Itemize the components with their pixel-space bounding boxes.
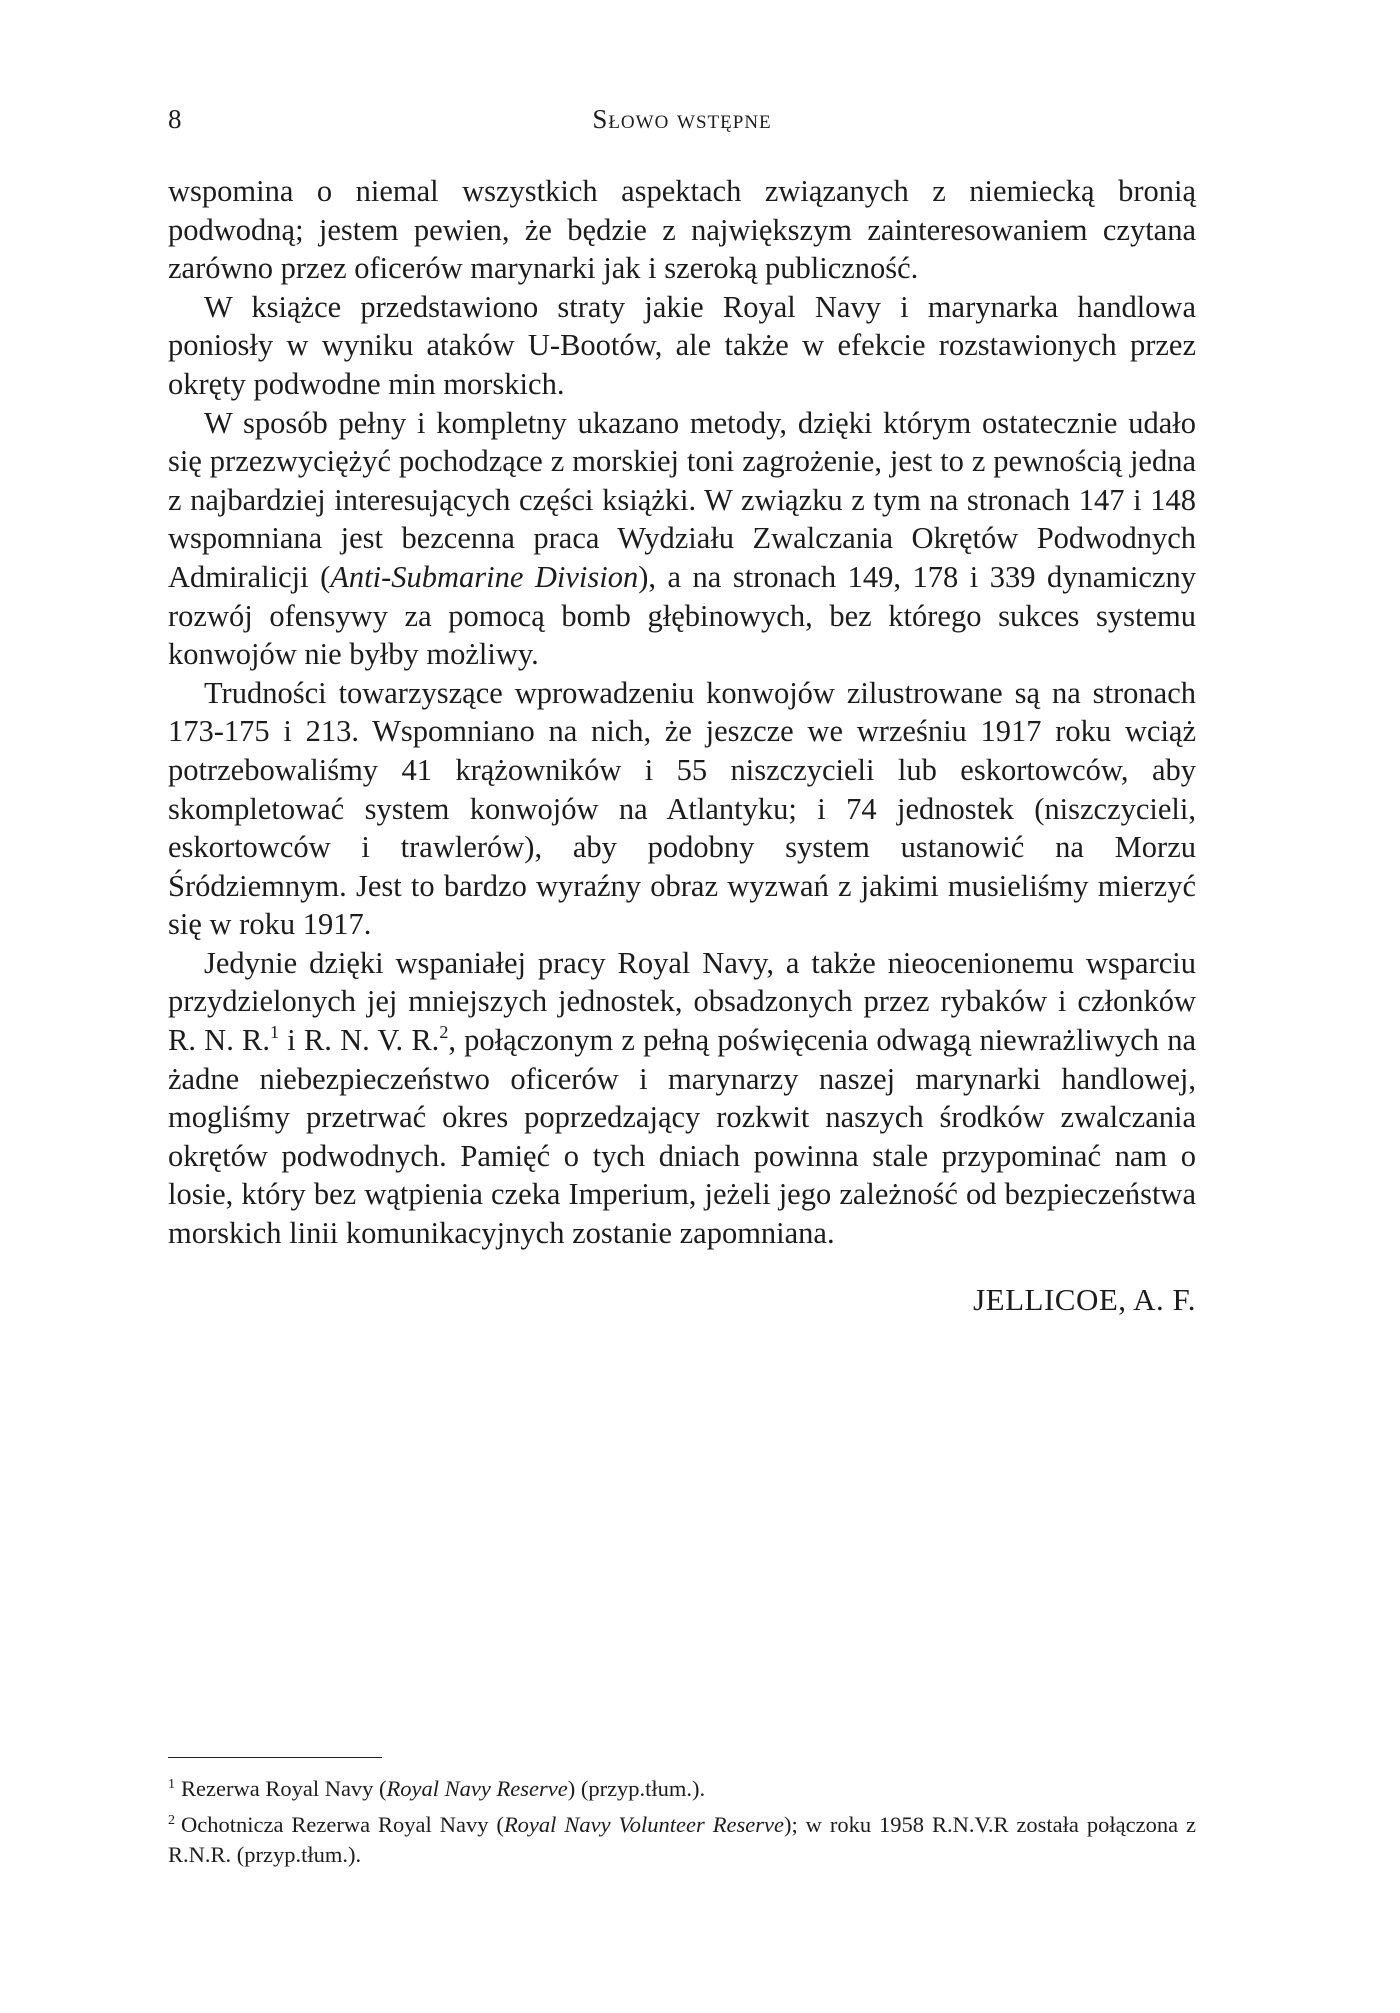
footnote-1-italic: Royal Navy Reserve [386,1776,568,1801]
footnote-1-mark: 1 [168,1777,175,1792]
footnotes [168,1774,1196,1876]
paragraph-5 [168,944,1196,1253]
footnote-2-part-a: Ochotnicza Rezerwa Royal Navy ( [181,1812,504,1837]
page-header [168,104,1196,138]
footnote-1-part-b: ) (przyp.tłum.). [567,1776,706,1801]
main-text [168,172,1196,1253]
footnote-2 [168,1810,1196,1870]
paragraph-2: W książce przedstawiono straty jakie Royal Navy i marynarka handlowa poniosły w wyniku ataków U-Bootów, ale także w efekcie rozstawionych przez okręty podwodne min morskich. [168,289,1196,401]
signature: JELLICOE, A. F. [973,1282,1196,1317]
paragraph-1: wspomina o niemal wszystkich aspektach związanych z niemiecką bronią podwodną; jestem pewien, że będzie z największym zainteresowaniem czytana zarówno przez oficerów marynarki jak i szeroką publiczność. [168,174,1196,286]
footnote-2-mark: 2 [168,1813,175,1828]
paragraph-5-part-c: , połączonym z pełną poświęcenia odwagą niewrażliwych na żadne niebezpieczeństwo oficerów i marynarzy naszej marynarki handlowej, mogliśmy przetrwać okres poprzedzający rozkwit naszych środków zwalczania okrętów podwodnych. Pamięć o tych dniach powinna stale przypominać nam o losie, który bez wątpienia czeka Imperium, jeżeli jego zależność od bezpieczeństwa morskich linii komunikacyjnych zostanie zapomniana. [168,1023,1196,1251]
footnote-1 [168,1774,1196,1804]
footnote-2-italic: Royal Navy Volunteer Reserve [503,1812,784,1837]
paragraph-3-italic: Anti-Submarine Division [330,559,639,594]
running-title: Słowo wstępne [592,104,772,134]
paragraph-3-part-a: W sposób pełny i kompletny ukazano metody, dzięki którym ostatecznie udało się przezwyciężyć pochodzące z morskiej toni zagrożenie, jest to z pewnością jedna z najbardziej interesujących części książki. W związku z tym na stronach 147 i 148 wspomniana jest bezcenna praca Wydziału Zwalczania Okrętów Podwodnych Admiralicji ( [168,405,1196,594]
footnote-1-part-a: Rezerwa Royal Navy ( [181,1776,387,1801]
paragraph-3 [168,404,1196,674]
page-number: 8 [168,104,182,134]
footnote-ref-1[interactable]: 1 [270,1022,280,1043]
paragraph-5-part-b: i R. N. V. R. [279,1023,440,1058]
paragraph-3-part-b: ), a na stronach 149, 178 i 339 dynamiczny rozwój ofensywy za pomocą bomb głębinowych, bez którego sukces systemu konwojów nie byłby możliwy. [168,559,1197,672]
footnote-ref-2[interactable]: 2 [439,1022,449,1043]
paragraph-4: Trudności towarzyszące wprowadzeniu konwojów zilustrowane są na stronach 173-175 i 213. Wspomniano na nich, że jeszcze we wrześniu 1917 roku wciąż potrzebowaliśmy 41 krążowników i 55 niszczycieli lub eskortowców, aby skompletować system konwojów na Atlantyku; i 74 jednostek (niszczycieli, eskortowców i trawlerów), aby podobny system ustanowić na Morzu Śródziemnym. Jest to bardzo wyraźny obraz wyzwań z jakimi musieliśmy mierzyć się w roku 1917. [168,675,1196,942]
footnote-divider [168,1757,382,1758]
paragraph-5-part-a: Jedynie dzięki wspaniałej pracy Royal Navy, a także nieocenionemu wsparciu przydzielonych jej mniejszych jednostek, obsadzonych przez rybaków i członków R. N. R. [168,945,1196,1058]
footnote-2-part-b: ); w roku 1958 R.N.V.R została połączona z R.N.R. (przyp.tłum.). [168,1812,1196,1867]
